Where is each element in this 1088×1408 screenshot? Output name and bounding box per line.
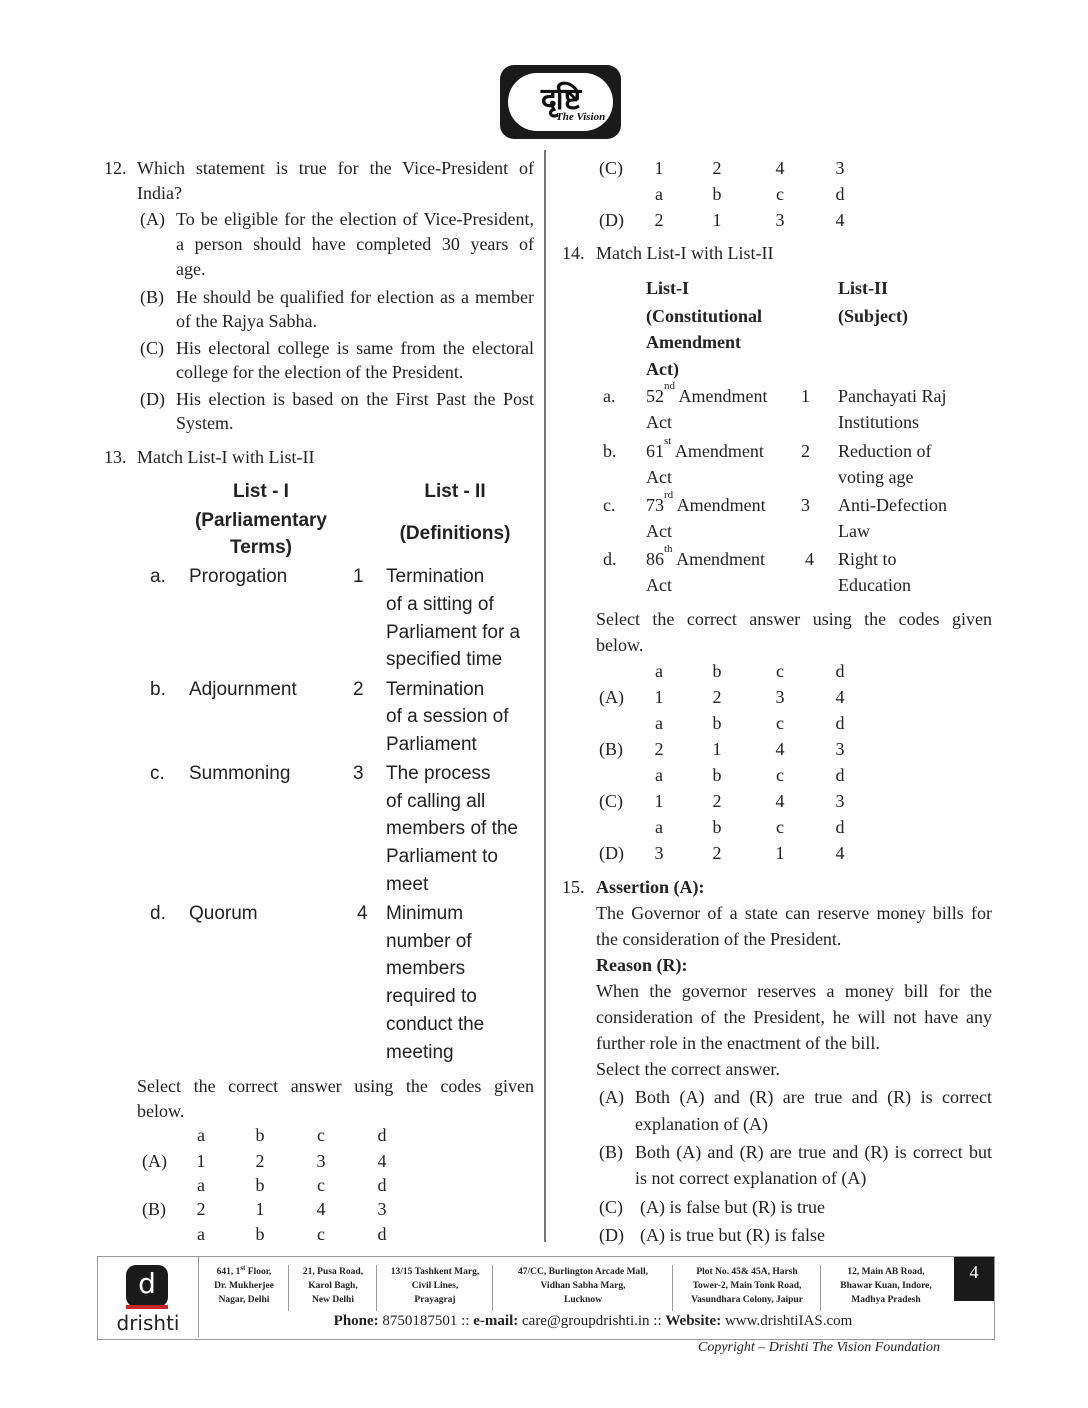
q13-code-a-val4: 4 <box>377 1151 387 1171</box>
address-6-line1: 12, Main AB Road, <box>847 1267 925 1277</box>
q15-option-d-line1: (A) is true but (R) is false <box>640 1225 825 1245</box>
email-label: e-mail: <box>473 1313 519 1329</box>
q12-option-d-label: (D) <box>140 389 165 409</box>
q14-code-c-label: (C) <box>599 791 623 811</box>
address-3-line2: Civil Lines, <box>411 1281 459 1291</box>
q14-row-c-act2: Act <box>646 521 672 541</box>
q13-row-b-num: 2 <box>353 679 364 700</box>
q13-row-a-num: 1 <box>353 566 364 587</box>
page-number: 4 <box>954 1257 994 1301</box>
q12-option-a-line1: To be eligible for the election of Vice-President, <box>176 209 534 229</box>
q14-code-b-val1: 2 <box>654 739 664 759</box>
q12-option-d-line1: His election is based on the First Past the Post <box>176 389 534 409</box>
q13-code-d-val1: 2 <box>654 210 664 230</box>
q13-row-c-def4: Parliament to <box>386 846 498 867</box>
q13-row-b-def3: Parliament <box>386 734 477 755</box>
q14-row-d-sup: th <box>664 543 673 555</box>
q13-number: 13. <box>104 447 127 467</box>
q14-code-header-b: b <box>712 661 722 681</box>
q13-row-a-def3: Parliament for a <box>386 622 521 643</box>
q13-row-d-def6: meeting <box>386 1042 454 1063</box>
q13-code-header-c: c <box>317 1125 325 1145</box>
q14-code-b-val4: 3 <box>835 739 845 759</box>
q13-list1-title: List - I <box>233 481 289 502</box>
address-6-line3: Madhya Pradesh <box>851 1295 921 1305</box>
sep-1: :: <box>461 1313 470 1329</box>
address-5-line2: Tower-2, Main Tonk Road, <box>692 1281 802 1291</box>
q13-row-a-term: Prorogation <box>189 566 288 587</box>
q13-list1-sub1: (Parliamentary <box>194 510 327 531</box>
q13-row-c-def1: The process <box>386 763 491 784</box>
q13-code-c-label: (C) <box>599 158 623 178</box>
q13-row-d-letter: d. <box>150 903 166 924</box>
q13-code-header-b: b <box>255 1175 265 1195</box>
q13-code-c-val1: 1 <box>654 158 664 178</box>
q13-row-b-def1: Termination <box>386 679 485 700</box>
q14-code-c-val2: 2 <box>712 791 722 811</box>
q14-code-header-d: d <box>835 765 845 785</box>
q14-stem: Match List-I with List-II <box>596 243 774 263</box>
q14-code-header-a: a <box>655 661 663 681</box>
q14-row-d-subj1: Right to <box>838 549 897 569</box>
q14-code-header-a: a <box>655 817 663 837</box>
q14-code-a-val2: 2 <box>712 687 722 707</box>
q13-row-b-letter: b. <box>150 679 166 700</box>
address-2 <box>290 1265 377 1311</box>
address-1-line3: Nagar, Delhi <box>218 1295 270 1305</box>
phone-label: Phone: <box>333 1313 379 1329</box>
q15-option-b-line2: is not correct explanation of (A) <box>635 1168 867 1188</box>
q13-stem: Match List-I with List-II <box>137 447 315 467</box>
address-4 <box>494 1265 673 1311</box>
q14-row-c-act <box>646 489 766 518</box>
address-6-line2: Bhawar Kuan, Indore, <box>840 1281 932 1291</box>
q14-select-line2: below. <box>596 635 644 655</box>
q13-code-d-label: (D) <box>599 210 624 230</box>
drishti-logo <box>500 65 621 139</box>
q13-code-header-c: c <box>317 1175 325 1195</box>
q14-code-header-a: a <box>655 713 663 733</box>
q14-list1-sub1: (Constitutional <box>646 306 763 326</box>
q14-code-d-val1: 3 <box>654 843 664 863</box>
q14-row-b-act2: Act <box>646 467 672 487</box>
q13-row-d-def3: members <box>386 958 466 979</box>
website-url[interactable]: www.drishtiIAS.com <box>724 1313 853 1329</box>
q14-code-header-b: b <box>712 765 722 785</box>
website-label: Website: <box>665 1313 722 1329</box>
q13-row-b-def2: of a session of <box>386 706 509 727</box>
q14-code-a-label: (A) <box>599 687 624 707</box>
address-3-line3: Prayagraj <box>414 1295 456 1305</box>
q12-number: 12. <box>104 158 127 178</box>
q15-number: 15. <box>562 877 585 897</box>
q15-option-a-line2: explanation of (A) <box>635 1114 768 1134</box>
q15-assertion-line2: the consideration of the President. <box>596 929 842 949</box>
q13-select-line1: Select the correct answer using the codes given <box>137 1076 534 1096</box>
email-address[interactable]: care@groupdrishti.in <box>522 1313 650 1329</box>
q13-code-a-val2: 2 <box>255 1151 265 1171</box>
q14-code-header-b: b <box>712 817 722 837</box>
logo-red-bar <box>126 1305 168 1309</box>
q14-code-header-c: c <box>776 817 784 837</box>
q13-select-line2: below. <box>137 1101 185 1121</box>
address-3 <box>378 1265 493 1311</box>
q14-code-c-val3: 4 <box>775 791 785 811</box>
q14-code-header-a: a <box>655 765 663 785</box>
q13-code-b-label: (B) <box>142 1199 166 1219</box>
q14-list2-sub: (Subject) <box>838 306 908 326</box>
q15-option-a-line1: Both (A) and (R) are true and (R) is correct <box>635 1087 992 1107</box>
address-5 <box>674 1265 821 1311</box>
q14-row-a-subj1: Panchayati Raj <box>838 386 947 406</box>
q15-assertion-title: Assertion (A): <box>596 877 705 897</box>
address-4-line3: Lucknow <box>563 1295 602 1305</box>
q14-row-b-num: 2 <box>801 441 810 461</box>
address-1-line1: 641, 1st Floor, <box>216 1264 272 1277</box>
q13-row-a-letter: a. <box>150 566 166 587</box>
q14-row-c-subj2: Law <box>838 521 870 541</box>
q14-code-d-val4: 4 <box>835 843 845 863</box>
q14-row-b-pre: 61 <box>646 441 664 461</box>
q14-row-d-act2: Act <box>646 575 672 595</box>
q12-option-c-line1: His electoral college is same from the electoral <box>176 338 534 358</box>
q14-row-b-letter: b. <box>603 441 617 461</box>
q13-row-d-def4: required to <box>386 986 477 1007</box>
q13-row-c-def2: of calling all <box>386 791 486 812</box>
q13-row-c-num: 3 <box>353 763 364 784</box>
q15-option-a-label: (A) <box>599 1087 624 1107</box>
address-3-line1: 13/15 Tashkent Marg, <box>390 1267 480 1277</box>
q13-code-b-val3: 4 <box>316 1199 326 1219</box>
logo-tagline: The Vision <box>556 111 606 123</box>
q13-list1-sub2: Terms) <box>230 537 292 558</box>
q14-code-header-c: c <box>776 661 784 681</box>
q13-code-b-val4: 3 <box>377 1199 387 1219</box>
q15-option-c-line1: (A) is false but (R) is true <box>640 1197 825 1217</box>
q13-list2-sub: (Definitions) <box>399 523 511 544</box>
q14-select-line1: Select the correct answer using the codes given <box>596 609 992 629</box>
q13-code-b-val2: 1 <box>255 1199 265 1219</box>
q13-code-header-a: a <box>197 1224 205 1244</box>
q13-row-a-def1: Termination <box>386 566 485 587</box>
address-4-line2: Vidhan Sabha Marg, <box>540 1281 626 1291</box>
q12-option-c-line2: college for the election of the President. <box>176 362 464 382</box>
q13-code-c-val3: 4 <box>775 158 785 178</box>
q12-option-c-label: (C) <box>140 338 164 358</box>
q12-option-b-line1: He should be qualified for election as a member <box>176 287 534 307</box>
sep-2: :: <box>653 1313 662 1329</box>
q12-option-a-line2: a person should have completed 30 years of <box>176 234 534 254</box>
column-divider <box>544 150 546 1242</box>
q13-row-a-def2: of a sitting of <box>386 594 494 615</box>
phone-number: 8750187501 <box>382 1313 458 1329</box>
q14-row-b-subj2: voting age <box>838 467 914 487</box>
q13-code-d-val4: 4 <box>835 210 845 230</box>
q14-row-a-post: Amendment <box>675 386 768 406</box>
q14-row-c-pre: 73 <box>646 495 664 515</box>
q13-row-c-letter: c. <box>150 763 165 784</box>
q15-assertion-line1: The Governor of a state can reserve money bills for <box>596 903 992 923</box>
q13-code-header-d: d <box>377 1175 387 1195</box>
q14-code-d-val3: 1 <box>775 843 785 863</box>
q15-reason-line2: consideration of the President, he will not have any <box>596 1007 992 1027</box>
q13-code-c-val4: 3 <box>835 158 845 178</box>
q14-row-b-sup: st <box>664 435 672 447</box>
q13-row-a-def4: specified time <box>386 649 503 670</box>
d-logo-icon: d <box>126 1265 168 1307</box>
q13-code-a-val1: 1 <box>196 1151 206 1171</box>
q13-code-d-val2: 1 <box>712 210 722 230</box>
q14-row-c-sup: rd <box>664 489 674 501</box>
copyright: Copyright – Drishti The Vision Foundation <box>698 1340 941 1355</box>
q13-row-c-def5: meet <box>386 874 429 895</box>
q14-row-d-num: 4 <box>805 549 814 569</box>
q14-code-header-b: b <box>712 713 722 733</box>
address-6 <box>822 1265 950 1311</box>
q13-code-header-a: a <box>197 1175 205 1195</box>
q14-code-b-val3: 4 <box>775 739 785 759</box>
q13-code-a-label: (A) <box>142 1151 167 1171</box>
q13-code-header-b: b <box>712 184 722 204</box>
q13-code-header-b: b <box>255 1224 265 1244</box>
q13-code-header-c: c <box>776 184 784 204</box>
q13-row-b-term: Adjournment <box>189 679 297 700</box>
q14-code-header-d: d <box>835 817 845 837</box>
q13-code-header-d: d <box>835 184 845 204</box>
q14-code-c-val4: 3 <box>835 791 845 811</box>
q12-stem-line2: India? <box>137 183 182 203</box>
q14-list1-title: List-I <box>646 278 690 298</box>
q15-option-b-label: (B) <box>599 1142 623 1162</box>
q14-code-c-val1: 1 <box>654 791 664 811</box>
q13-row-d-def2: number of <box>386 931 472 952</box>
q14-code-b-val2: 1 <box>712 739 722 759</box>
q14-code-a-val3: 3 <box>775 687 785 707</box>
q14-row-c-post: Amendment <box>673 495 766 515</box>
q13-list2-title: List - II <box>424 481 486 502</box>
q13-row-d-def1: Minimum <box>386 903 464 924</box>
q14-row-a-act <box>646 380 768 409</box>
q14-code-d-val2: 2 <box>712 843 722 863</box>
q13-row-c-term: Summoning <box>189 763 291 784</box>
q14-row-d-act <box>646 543 766 572</box>
q12-option-b-line2: of the Rajya Sabha. <box>176 311 317 331</box>
q14-code-header-c: c <box>776 713 784 733</box>
q14-list2-title: List-II <box>838 278 889 298</box>
address-1-line2: Dr. Mukherjee <box>214 1281 274 1291</box>
q14-row-c-letter: c. <box>603 495 616 515</box>
q15-option-d-label: (D) <box>599 1225 624 1245</box>
q14-list1-sub2: Amendment <box>646 332 741 352</box>
q12-option-d-line2: System. <box>176 413 234 433</box>
q15-reason-title: Reason (R): <box>596 955 688 975</box>
logo-devanagari: दृष्टि <box>540 82 581 117</box>
address-5-line1: Plot No. 45& 45A, Harsh <box>696 1267 798 1277</box>
address-2-line1: 21, Pusa Road, <box>302 1267 364 1277</box>
q14-row-d-subj2: Education <box>838 575 911 595</box>
q12-option-b-label: (B) <box>140 287 164 307</box>
q14-row-a-act2: Act <box>646 412 672 432</box>
q12-option-a-line3: age. <box>176 259 206 279</box>
address-2-line2: Karol Bagh, <box>308 1281 358 1291</box>
q14-list1-sub3: Act) <box>646 359 679 379</box>
q15-reason-line3: further role in the enactment of the bill. <box>596 1033 880 1053</box>
q13-code-header-d: d <box>377 1125 387 1145</box>
address-2-line3: New Delhi <box>312 1295 354 1305</box>
q14-row-b-act <box>646 435 764 464</box>
q14-row-a-letter: a. <box>603 386 616 406</box>
q13-code-b-val1: 2 <box>196 1199 206 1219</box>
address-4-line1: 47/CC, Burlington Arcade Mall, <box>518 1267 648 1277</box>
address-1 <box>200 1265 289 1311</box>
q13-row-d-num: 4 <box>357 903 368 924</box>
q14-code-header-d: d <box>835 661 845 681</box>
contact-line <box>198 1313 988 1330</box>
q14-number: 14. <box>562 243 585 263</box>
q15-option-b-line1: Both (A) and (R) are true and (R) is correct but <box>635 1142 992 1162</box>
q13-code-d-val3: 3 <box>775 210 785 230</box>
q14-row-a-num: 1 <box>801 386 810 406</box>
q13-code-header-a: a <box>197 1125 205 1145</box>
drishti-footer-logo <box>98 1257 199 1337</box>
q13-code-header-c: c <box>317 1224 325 1244</box>
q14-code-b-label: (B) <box>599 739 623 759</box>
q13-code-header-a: a <box>655 184 663 204</box>
q14-code-header-c: c <box>776 765 784 785</box>
q14-code-a-val4: 4 <box>835 687 845 707</box>
q14-row-c-subj1: Anti-Defection <box>838 495 947 515</box>
q14-row-a-subj2: Institutions <box>838 412 920 432</box>
q14-row-b-subj1: Reduction of <box>838 441 932 461</box>
q14-row-c-num: 3 <box>801 495 810 515</box>
q13-code-header-b: b <box>255 1125 265 1145</box>
q13-row-c-def3: members of the <box>386 818 518 839</box>
q13-code-c-val2: 2 <box>712 158 722 178</box>
q15-reason-line1: When the governor reserves a money bill for the <box>596 981 992 1001</box>
q15-select: Select the correct answer. <box>596 1059 780 1079</box>
q14-code-d-label: (D) <box>599 843 624 863</box>
q14-row-d-pre: 86 <box>646 549 664 569</box>
q14-row-d-letter: d. <box>603 549 617 569</box>
q14-row-d-post: Amendment <box>672 549 766 569</box>
q13-row-d-def5: conduct the <box>386 1014 485 1035</box>
q14-code-header-d: d <box>835 713 845 733</box>
q14-code-a-val1: 1 <box>654 687 664 707</box>
q13-row-d-term: Quorum <box>189 903 258 924</box>
footer <box>97 1256 995 1340</box>
q15-option-c-label: (C) <box>599 1197 623 1217</box>
q13-code-header-d: d <box>377 1224 387 1244</box>
address-5-line3: Vasundhara Colony, Jaipur <box>691 1295 803 1305</box>
q12-option-a-label: (A) <box>140 209 165 229</box>
q14-row-a-pre: 52 <box>646 386 664 406</box>
brand-name: drishti <box>116 1311 180 1335</box>
q13-code-a-val3: 3 <box>316 1151 326 1171</box>
q14-row-a-sup: nd <box>664 380 675 392</box>
q14-row-b-post: Amendment <box>671 441 764 461</box>
q12-stem-line1: Which statement is true for the Vice-President of <box>137 158 534 178</box>
